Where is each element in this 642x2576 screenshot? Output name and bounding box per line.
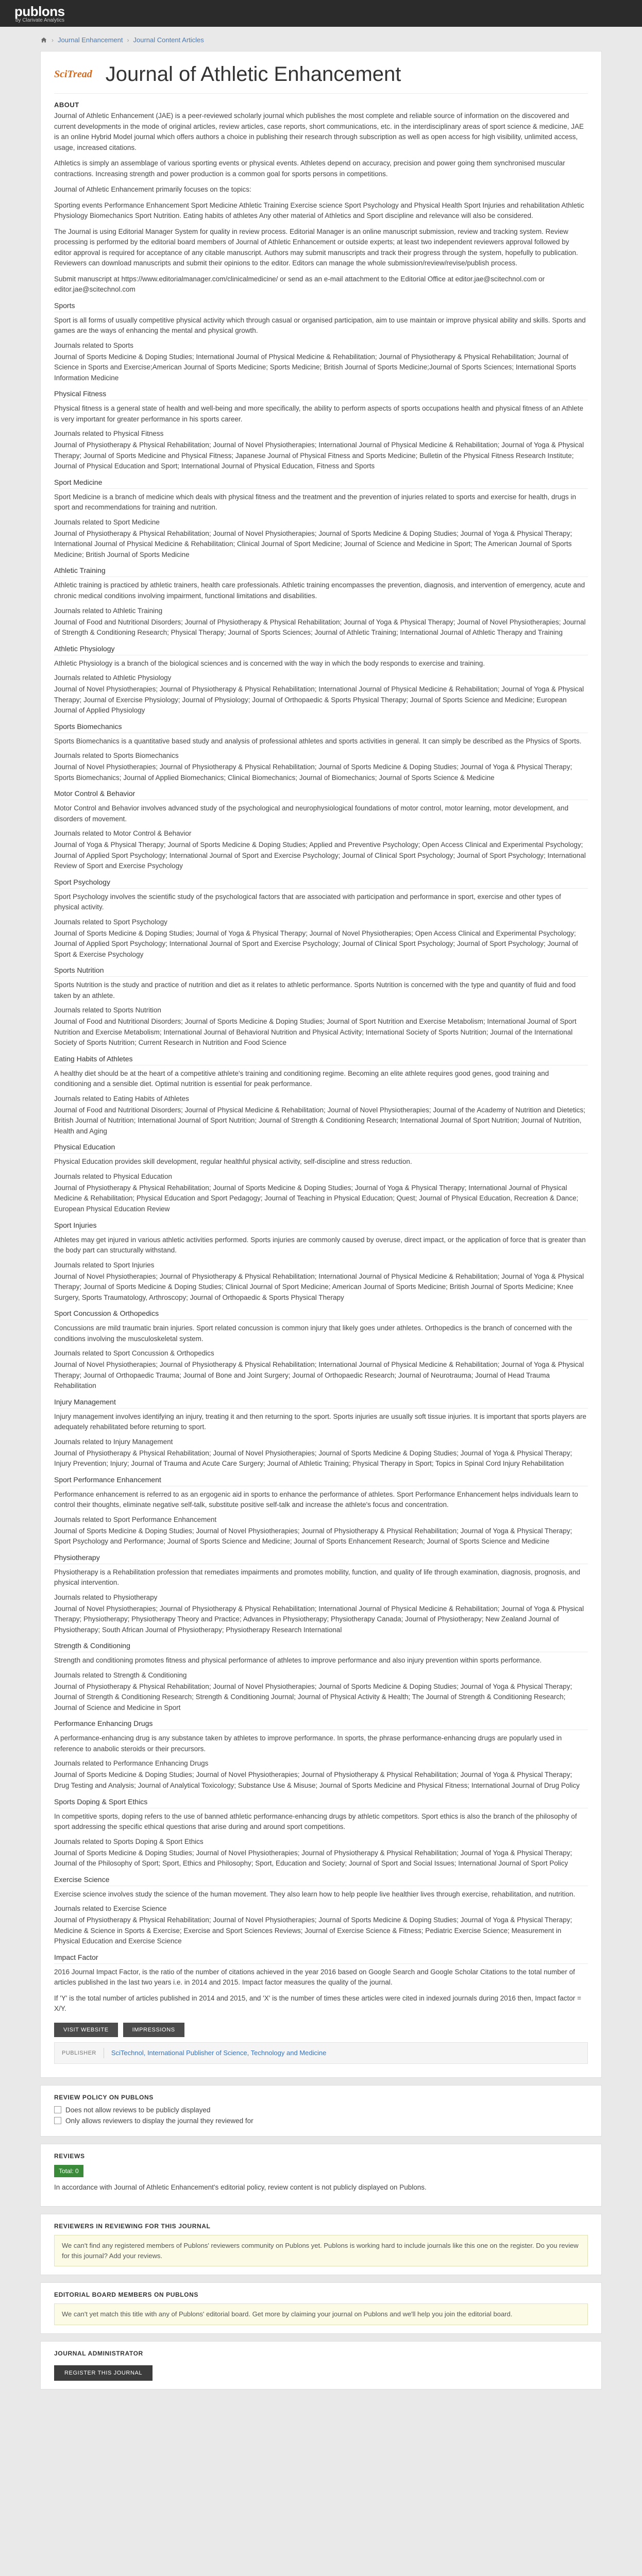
related-journals-list: Journal of Novel Physiotherapies; Journal of Physiotherapy & Physical Rehabilitation; International Journal of Physical Medicine & Rehabilitation; Journal of Yoga & Physical Therapy; Journal of Exercise Physiology; Journal of Physiology; Journal of Orthopaedic & Sports Physical Therapy; Journal of Sports Science and Medicine; European Journal of Applied Physiology — [54, 685, 584, 715]
about-paragraph: Journal of Athletic Enhancement primarily focuses on the topics: — [54, 185, 251, 194]
related-journals-list: Journal of Food and Nutritional Disorders; Journal of Physical Medicine & Rehabilitation; Journal of Novel Physiotherapies; Journal of the Academy of Nutrition and Dietetics; British Journal of Nutrition; International Journal of Sport Nutrition; Journal of Strength & Conditioning Research; International Journal of Sport Nutrition; Journal of Nutrition, Health and Aging — [54, 1106, 586, 1135]
topic-heading: Performance Enhancing Drugs — [54, 1719, 588, 1730]
topic-heading: Sport Medicine — [54, 478, 588, 489]
topic-description: Sport Psychology involves the scientific study of the psychological factors that are associated with participation and performance in sport, exercise and other types of physical activity. — [54, 892, 561, 911]
editorial-board-info-box: We can't yet match this title with any of Publons' editorial board. Get more by claiming your journal on Publons and we'll help you join the editorial board. — [54, 2303, 588, 2325]
topic-description: Sports Biomechanics is a quantitative based study and analysis of professional athletes and sports activities in general. It can simply be described as the Physics of Sports. — [54, 737, 582, 745]
publons-logo[interactable] — [14, 4, 65, 23]
topic-heading: Athletic Physiology — [54, 645, 588, 655]
topic-heading: Sport Concussion & Orthopedics — [54, 1309, 588, 1320]
publisher-bar — [54, 2042, 588, 2064]
topic-heading: Sport Performance Enhancement — [54, 1476, 588, 1486]
impressions-button[interactable]: IMPRESSIONS — [123, 2023, 184, 2037]
journal-admin-panel — [40, 2341, 602, 2389]
impact-factor-heading: Impact Factor — [54, 1953, 588, 1964]
related-journals-list: Journal of Food and Nutritional Disorders; Journal of Physiotherapy & Physical Rehabilitation; Journal of Yoga & Physical Therapy; Journal of Novel Physiotherapies; Journal of Strength & Conditioning Research; Physical Therapy; Journal of Sports Sciences; Journal of Athletic Training; International Journal of Athletic Therapy and Training — [54, 618, 586, 637]
top-nav-bar — [0, 0, 642, 27]
about-heading: ABOUT — [54, 101, 79, 109]
topic-description: Performance enhancement is referred to as an ergogenic aid in sports to enhance the performance of athletes. Sport Performance Enhancement helps individuals learn to control their thoughts, eliminate negative self-talk, substitute positive self-talk and increase the athlete's focus and concentration. — [54, 1490, 578, 1509]
policy-option — [54, 2106, 588, 2114]
topic-description: Athletic training is practiced by athletic trainers, health care professionals. Athletic training encompasses the prevention, diagnosis, and intervention of emergency, acute and chronic medical conditions involving impairment, functional limitations and disabilities. — [54, 581, 585, 600]
publisher-link[interactable]: SciTechnol, International Publisher of Science, Technology and Medicine — [111, 2049, 327, 2057]
breadcrumb — [40, 36, 602, 44]
related-journals-label: Journals related to Sport Psychology — [54, 918, 167, 926]
review-policy-title: REVIEW POLICY ON PUBLONS — [54, 2093, 154, 2101]
breadcrumb-item-journal-enhancement[interactable]: Journal Enhancement — [58, 36, 123, 44]
related-journals-list: Journal of Physiotherapy & Physical Rehabilitation; Journal of Novel Physiotherapies; Journal of Sports Medicine & Doping Studies; Journal of Yoga & Physical Therapy; International Journal of Physical Medicine & Rehabilitation; Clinical Journal of Sport Medicine; Journal of Science and Medicine in Sport; The American Journal of Sports Medicine; British Journal of Sports Medicine — [54, 529, 572, 558]
about-paragraph: Submit manuscript at https://www.editorialmanager.com/clinicalmedicine/ or send as an e-mail attachment to the Editorial Office at editor.jae@scitechnol.com or editor.jae@scitechnol.com — [54, 275, 545, 294]
logo-subtext: by Clarivate Analytics — [15, 18, 65, 23]
related-journals-list: Journal of Sports Medicine & Doping Studies; Journal of Novel Physiotherapies; Journal of Physiotherapy & Physical Rehabilitation; Journal of Yoga & Physical Therapy; Drug Testing and Analysis; Journal of Analytical Toxicology; Substance Use & Misuse; Journal of Sports Medicine and Physical Fitness; International Journal of Drug Policy — [54, 1771, 580, 1789]
related-journals-list: Journal of Physiotherapy & Physical Rehabilitation; Journal of Novel Physiotherapies; Journal of Sports Medicine & Doping Studies; Journal of Yoga & Physical Therapy; Medicine & Science in Sports & Exercise; Exercise and Sport Sciences Reviews; Journal of Exercise Science & Fitness; Pediatric Exercise Science; Measurement in Physical Education and Exercise Science — [54, 1916, 572, 1945]
topic-description: Strength and conditioning promotes fitness and physical performance of athletes to improve performance and also injury prevention within sports performance. — [54, 1656, 542, 1665]
related-journals-label: Journals related to Sport Injuries — [54, 1261, 155, 1269]
impact-factor-text: 2016 Journal Impact Factor, is the ratio of the number of citations achieved in the year 2016 based on Google Search and Google Scholar Citations to the total number of articles published in the last two years i.e. in 2014 and 2015. Impact factor measures the quality of the journal. — [54, 1968, 575, 1987]
topic-heading: Sports Biomechanics — [54, 722, 588, 733]
topic-heading: Eating Habits of Athletes — [54, 1055, 588, 1065]
topic-heading: Motor Control & Behavior — [54, 789, 588, 800]
page-title: Journal of Athletic Enhancement — [105, 63, 401, 86]
related-journals-list: Journal of Physiotherapy & Physical Rehabilitation; Journal of Novel Physiotherapies; Journal of Sports Medicine & Doping Studies; Journal of Yoga & Physical Therapy; Injury Prevention; Injury; Journal of Trauma and Acute Care Surgery; Journal of Athletic Training; Physical Therapy in Sport; Topics in Spinal Cord Injury Rehabilitation — [54, 1449, 572, 1468]
related-journals-list: Journal of Novel Physiotherapies; Journal of Physiotherapy & Physical Rehabilitation; International Journal of Physical Medicine & Rehabilitation; Journal of Yoga & Physical Therapy; Journal of Sports Medicine & Doping Studies; Clinical Journal of Sport Medicine; American Journal of Sports Medicine; British Journal of Sports Medicine; Knee Surgery, Sports Traumatology, Arthroscopy; Journal of Orthopaedic & Sports Physical Therapy — [54, 1272, 584, 1301]
topic-description: Sports Nutrition is the study and practice of nutrition and diet as it relates to athletic performance. Sports Nutrition is concerned with the type and quantity of fluid and food taken by an athlete. — [54, 981, 576, 999]
action-buttons — [54, 2023, 588, 2037]
related-journals-label: Journals related to Eating Habits of Athletes — [54, 1094, 189, 1103]
home-icon[interactable] — [40, 37, 47, 44]
visit-website-button[interactable]: VISIT WEBSITE — [54, 2023, 118, 2037]
checkbox-icon — [54, 2117, 61, 2124]
policy-option — [54, 2117, 588, 2125]
topic-heading: Strength & Conditioning — [54, 1641, 588, 1652]
reviews-count-badge: Total: 0 — [54, 2165, 83, 2177]
logo-text: publons — [14, 4, 65, 19]
editorial-board-panel — [40, 2282, 602, 2334]
topic-description: Athletes may get injured in various athletic activities performed. Sports injuries are commonly caused by overuse, direct impact, or the application of force that is greater than the body part can structurally withstand. — [54, 1235, 586, 1255]
topic-heading: Sport Psychology — [54, 878, 588, 889]
related-journals-list: Journal of Sports Medicine & Doping Studies; International Journal of Physical Medicine & Rehabilitation; Journal of Physiotherapy & Physical Rehabilitation; Journal of Science in Sports and Exercise;American Journal of Sports Medicine; Sports Medicine; British Journal of Sports Medicine;Journal of Sports Sciences; International Sports Information Medicine — [54, 352, 576, 382]
topic-heading: Athletic Training — [54, 566, 588, 577]
breadcrumb-item-journal-content[interactable]: Journal Content Articles — [133, 36, 204, 44]
about-section — [54, 111, 588, 295]
journal-card — [40, 51, 602, 2078]
topic-heading: Sports Nutrition — [54, 966, 588, 977]
topic-description: Athletic Physiology is a branch of the biological sciences and is concerned with the way in which the body responds to exercise and training. — [54, 659, 485, 667]
topic-description: In competitive sports, doping refers to the use of banned athletic performance-enhancing drugs by athletic competitors. Sport ethics is also the branch of the philosophy of sport addressing the specific ethical questions that arise during and around sport competitions. — [54, 1812, 577, 1831]
related-journals-list: Journal of Physiotherapy & Physical Rehabilitation; Journal of Novel Physiotherapies; Journal of Sports Medicine & Doping Studies; Journal of Yoga & Physical Therapy; Journal of Strength & Conditioning Research; Strength & Conditioning Journal; Journal of Physical Activity & Health; The Journal of Strength & Conditioning Research; Journal of Science and Medicine in Sport — [54, 1682, 572, 1711]
related-journals-label: Journals related to Sports — [54, 341, 133, 349]
related-journals-label: Journals related to Sports Doping & Sport Ethics — [54, 1837, 204, 1845]
breadcrumb-separator: › — [127, 36, 129, 44]
related-journals-label: Journals related to Exercise Science — [54, 1905, 167, 1913]
topic-heading: Injury Management — [54, 1398, 588, 1409]
related-journals-label: Journals related to Sports Biomechanics — [54, 752, 179, 760]
about-paragraph: Journal of Athletic Enhancement (JAE) is a peer-reviewed scholarly journal which publishes the most complete and reliable source of information on the discovered and current developments in the mode of original articles, review articles, case reports, short communications, etc. in the interdisciplinary areas of sport science & medicine, JAE is an online Hybrid Model journal which offers authors a choice in publishing their research through subscription as well as open access for high visibility, unlimited access, usage, increased citations. — [54, 112, 584, 151]
related-journals-list: Journal of Novel Physiotherapies; Journal of Physiotherapy & Physical Rehabilitation; Journal of Sports Medicine & Doping Studies; Journal of Yoga & Physical Therapy; Sports Biomechanics; Journal of Applied Biomechanics; Clinical Biomechanics; Journal of Biomechanics; Journal of Sports Science & Medicine — [54, 763, 572, 782]
impact-factor-formula: If 'Y' is the total number of articles published in 2014 and 2015, and 'X' is the number of times these articles were cited in indexed journals during 2016 then, Impact factor = X/Y. — [54, 1994, 582, 2013]
topic-heading: Physiotherapy — [54, 1553, 588, 1564]
related-journals-label: Journals related to Sports Nutrition — [54, 1006, 161, 1014]
related-journals-label: Journals related to Motor Control & Behavior — [54, 829, 192, 838]
related-journals-list: Journal of Sports Medicine & Doping Studies; Journal of Novel Physiotherapies; Journal of Physiotherapy & Physical Rehabilitation; Journal of Yoga & Physical Therapy; Journal of the Philosophy of Sport; Sport, Ethics and Philosophy; Sport, Education and Society; Journal of Sport and Social Issues; International Journal of Sport Policy — [54, 1849, 572, 1868]
topic-heading: Sports Doping & Sport Ethics — [54, 1798, 588, 1808]
related-journals-label: Journals related to Strength & Conditioning — [54, 1671, 187, 1679]
topic-heading: Sport Injuries — [54, 1221, 588, 1232]
topic-heading: Physical Education — [54, 1143, 588, 1154]
journal-admin-title: JOURNAL ADMINISTRATOR — [54, 2349, 143, 2357]
policy-option-label: Does not allow reviews to be publicly displayed — [65, 2106, 211, 2114]
topic-description: Physical Education provides skill development, regular healthful physical activity, self-discipline and stress reduction. — [54, 1158, 412, 1166]
topic-description: Motor Control and Behavior involves advanced study of the psychological and neurophysiological foundations of motor control, motor learning, motor development, and disorders of movement. — [54, 804, 569, 823]
breadcrumb-separator: › — [52, 36, 54, 44]
about-paragraph: The Journal is using Editorial Manager System for quality in review process. Editorial Manager is an online manuscript submission, review and tracking system. Review processing is performed by the editorial board members of Journal of Athletic Enhancement or outside experts; at least two independent reviewers approval followed by editor approval is required for acceptance of any citable manuscript. Authors may submit manuscripts and track their progress through the system, hopefully to publication. Reviewers can download manuscripts and submit their opinions to the editor. Editors can manage the whole submission/review/revise/publish process. — [54, 227, 578, 267]
reviews-panel — [40, 2144, 602, 2207]
page-container — [40, 27, 602, 2420]
related-journals-list: Journal of Sports Medicine & Doping Studies; Journal of Yoga & Physical Therapy; Journal of Novel Physiotherapies; Open Access Clinical and Experimental Psychology; Journal of Applied Sport Psychology; International Journal of Sport and Exercise Psychology; Journal of Clinical Sport Psychology; Journal of Sport Psychology; Journal of Sport & Exercise Psychology — [54, 929, 578, 958]
related-journals-label: Journals related to Performance Enhancing Drugs — [54, 1759, 209, 1768]
related-journals-label: Journals related to Sport Performance Enhancement — [54, 1515, 217, 1523]
topic-description: Injury management involves identifying an injury, treating it and then returning to the sport. Sports injuries are usually soft tissue injuries. It is important that sports players are adequately rehabilitated before returning to sport. — [54, 1412, 587, 1431]
related-journals-label: Journals related to Physical Education — [54, 1172, 172, 1180]
editorial-board-title: EDITORIAL BOARD MEMBERS ON PUBLONS — [54, 2291, 198, 2299]
publisher-label: PUBLISHER — [62, 2049, 96, 2056]
related-journals-label: Journals related to Athletic Physiology — [54, 674, 172, 682]
related-journals-list: Journal of Physiotherapy & Physical Rehabilitation; Journal of Sports Medicine & Doping Studies; Journal of Yoga & Physical Therapy; International Journal of Physical Medicine & Rehabilitation; Physical Education and Sport Pedagogy; Journal of Teaching in Physical Education; Quest; Journal of Physical Education, Recreation & Dance; European Physical Education Review — [54, 1183, 579, 1213]
related-journals-list: Journal of Novel Physiotherapies; Journal of Physiotherapy & Physical Rehabilitation; International Journal of Physical Medicine & Rehabilitation; Journal of Yoga & Physical Therapy; Physiotherapy; Physiotherapy Theory and Practice; Advances in Physiotherapy; Physiotherapy Canada; Journal of Physiotherapy; New Zealand Journal of Physiotherapy; South African Journal of Physiotherapy; Physiotherapy Research International — [54, 1604, 584, 1634]
reviewers-title: REVIEWERS IN REVIEWING FOR THIS JOURNAL — [54, 2223, 211, 2230]
register-journal-button[interactable]: REGISTER THIS JOURNAL — [54, 2365, 153, 2381]
checkbox-icon — [54, 2106, 61, 2113]
related-journals-list: Journal of Yoga & Physical Therapy; Journal of Sports Medicine & Doping Studies; Applied and Preventive Psychology; Open Access Clinical and Experimental Psychology; Journal of Applied Sport Psychology; International Journal of Sport and Exercise Psychology; Journal of Clinical Sport Psychology; Journal of Sport Psychology; International Review of Sport and Exercise Psychology — [54, 841, 586, 870]
topic-description: Concussions are mild traumatic brain injuries. Sport related concussion is common injury that likely goes under athletes. Orthopedics is the branch of concerned with the conditions involving the musculoskeletal system. — [54, 1324, 572, 1343]
reviewers-panel — [40, 2214, 602, 2275]
topic-description: Sport Medicine is a branch of medicine which deals with physical fitness and the treatment and the prevention of injuries related to sports and exercise for health, drugs in sport and recommendations for training and nutrition. — [54, 493, 577, 512]
policy-option-label: Only allows reviewers to display the journal they reviewed for — [65, 2116, 254, 2125]
related-journals-list: Journal of Novel Physiotherapies; Journal of Physiotherapy & Physical Rehabilitation; International Journal of Physical Medicine & Rehabilitation; Journal of Yoga & Physical Therapy; Journal of Orthopaedic Trauma; Journal of Bone and Joint Surgery; Journal of Orthopaedic Research; Journal of Neurotrauma; Journal of Head Trauma Rehabilitation — [54, 1361, 584, 1390]
reviews-title: REVIEWS — [54, 2152, 85, 2160]
related-journals-label: Journals related to Physiotherapy — [54, 1593, 158, 1601]
reviews-summary — [54, 2165, 588, 2177]
topic-sections — [54, 301, 588, 1947]
about-paragraph: Sporting events Performance Enhancement Sport Medicine Athletic Training Exercise science Sport Psychology and Physical Health Sport Injuries and rehabilitation Athletic Physiology Biomechanics Sport Nutrition. Eating habits of athletes Any other material of Athletics and Sport discipline and relevance will also be considered. — [54, 201, 584, 220]
reviewers-info-box: We can't find any registered members of Publons' reviewers community on Publons yet. Publons is working hard to include journals like this one on the register. Do you review for this journal? Add your reviews. — [54, 2235, 588, 2266]
topic-description: A performance-enhancing drug is any substance taken by athletes to improve performance. In sports, the phrase performance-enhancing drugs are popularly used in reference to anabolic steroids or their precursors. — [54, 1734, 562, 1753]
related-journals-list: Journal of Sports Medicine & Doping Studies; Journal of Novel Physiotherapies; Journal of Physiotherapy & Physical Rehabilitation; Journal of Yoga & Physical Therapy; Sport Psychology and Performance; Journal of Sports Science and Medicine; Journal of Sports Enhancement Research; Journal of Sports Science and Medicine — [54, 1527, 572, 1546]
related-journals-label: Journals related to Athletic Training — [54, 606, 163, 615]
related-journals-label: Journals related to Physical Fitness — [54, 430, 164, 438]
topic-description: Sport is all forms of usually competitive physical activity which through casual or organised participation, aim to use maintain or improve physical ability and skills. Sports and games are the ways of enhancing the mental and physical growth. — [54, 316, 586, 335]
topic-heading: Physical Fitness — [54, 389, 588, 400]
about-paragraph: Athletics is simply an assemblage of various sporting events or physical events. Athletes depend on accuracy, precision and power going them synchronised muscular contractions. Increasing strength and power production is a common goal for sports persons in competitions. — [54, 159, 565, 178]
topic-description: Physiotherapy is a Rehabilitation profession that remediates impairments and promotes mobility, function, and quality of life through examination, diagnosis, prognosis, and physical intervention. — [54, 1568, 581, 1587]
journal-header — [54, 63, 588, 94]
related-journals-list: Journal of Food and Nutritional Disorders; Journal of Sports Medicine & Doping Studies; Journal of Sport Nutrition and Exercise Metabolism; International Journal of Sport Nutrition and Exercise Metabolism; International Journal of Behavioral Nutrition and Physical Activity; International Society of Sports Nutrition; Journal of the International Society of Sports Nutrition; Current Research in Nutrition and Food Science — [54, 1018, 577, 1047]
topic-description: Physical fitness is a general state of health and well-being and more specifically, the ability to perform aspects of sports occupations health and physical fitness of an Athlete is very important for greater performance in his sports career. — [54, 404, 584, 423]
related-journals-label: Journals related to Injury Management — [54, 1437, 173, 1446]
topic-heading: Sports — [54, 301, 588, 312]
topic-description: Exercise science involves study the science of the human movement. They also learn how to help people live healthier lives through exercise, rehabilitation, and nutrition. — [54, 1890, 576, 1898]
related-journals-label: Journals related to Sport Concussion & Orthopedics — [54, 1349, 214, 1358]
reviews-text: In accordance with Journal of Athletic Enhancement's editorial policy, review content is not publicly displayed on Publons. — [54, 2183, 427, 2191]
review-policy-panel — [40, 2085, 602, 2137]
topic-description: A healthy diet should be at the heart of a competitive athlete's training and conditioning regime. Becoming an elite athlete requires good genes, good training and conditioning and a sensible diet. Optimal nutrition is essential for peak performance. — [54, 1069, 549, 1088]
related-journals-label: Journals related to Sport Medicine — [54, 518, 160, 526]
journal-logo: SciTread — [54, 69, 92, 80]
topic-heading: Exercise Science — [54, 1875, 588, 1886]
related-journals-list: Journal of Physiotherapy & Physical Rehabilitation; Journal of Novel Physiotherapies; International Journal of Physical Medicine & Rehabilitation; Journal of Yoga & Physical Therapy; Journal of Sports Medicine and Physical Fitness; Japanese Journal of Physical Fitness and Sports Medicine; Bulletin of the Physical Fitness Research Institute; Journal of Physical Education and Sport; International Journal of Physical Education, Fitness and Sports — [54, 441, 584, 470]
